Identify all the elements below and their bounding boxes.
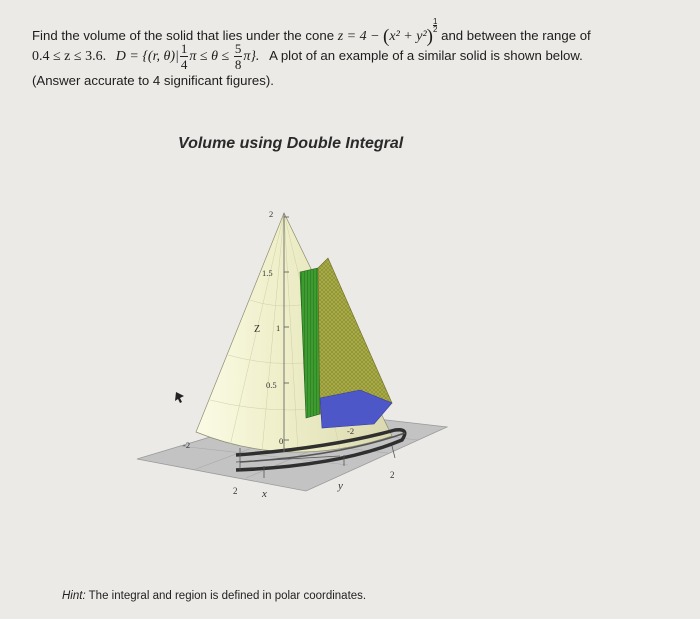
domain-definition: D = {(r, θ)| — [115, 48, 179, 64]
z-tick-0-5: 0.5 — [266, 380, 277, 390]
accuracy-note: (Answer accurate to 4 significant figures). — [32, 73, 274, 88]
cone-equation-inner: x² + y² — [389, 29, 427, 45]
hint-label: Hint: — [62, 590, 86, 602]
y-tick-2: 2 — [390, 470, 395, 480]
z-tick-0: 0 — [279, 436, 284, 446]
hint-text — [62, 590, 366, 602]
z-tick-1-5: 1.5 — [262, 268, 273, 278]
x-tick-2: 2 — [233, 486, 238, 496]
problem-intro-tail: and between the range of — [441, 28, 591, 44]
plane-tick-right: -2 — [347, 426, 355, 436]
z-tick-2: 2 — [269, 209, 274, 219]
x-axis-label: x — [262, 488, 267, 500]
z-range: 0.4 ≤ z ≤ 3.6. — [32, 48, 107, 64]
domain-close: π}. — [243, 48, 260, 64]
cone-equation-lhs: z = 4 − — [337, 29, 384, 45]
plot-reference-text: A plot of an example of a similar solid is shown below. — [269, 47, 583, 63]
theta-upper-fraction: $\frac{5}{8}$ — [234, 41, 242, 72]
problem-intro-text: Find the volume of the solid that lies under the cone — [32, 28, 335, 44]
mouse-cursor-icon — [175, 392, 184, 403]
cone-exponent: $\frac{1}{2}$ — [432, 17, 438, 35]
y-axis-label: y — [338, 480, 343, 492]
theta-lower-fraction: $\frac{1}{4}$ — [180, 41, 188, 72]
plane-tick-left: -2 — [183, 440, 191, 450]
figure-title: Volume using Double Integral — [178, 135, 404, 152]
theta-inequality: π ≤ θ ≤ — [189, 48, 230, 64]
z-tick-1: 1 — [276, 323, 281, 333]
z-axis-label: Z — [254, 324, 261, 335]
wedge-cone-face — [318, 258, 392, 414]
hint-body: The integral and region is defined in polar coordinates. — [88, 590, 367, 602]
problem-line-1: Find the volume of the solid that lies under the cone z = 4 − (x² + y²) $\frac{1}{2}$ and between the range of — [32, 17, 591, 48]
